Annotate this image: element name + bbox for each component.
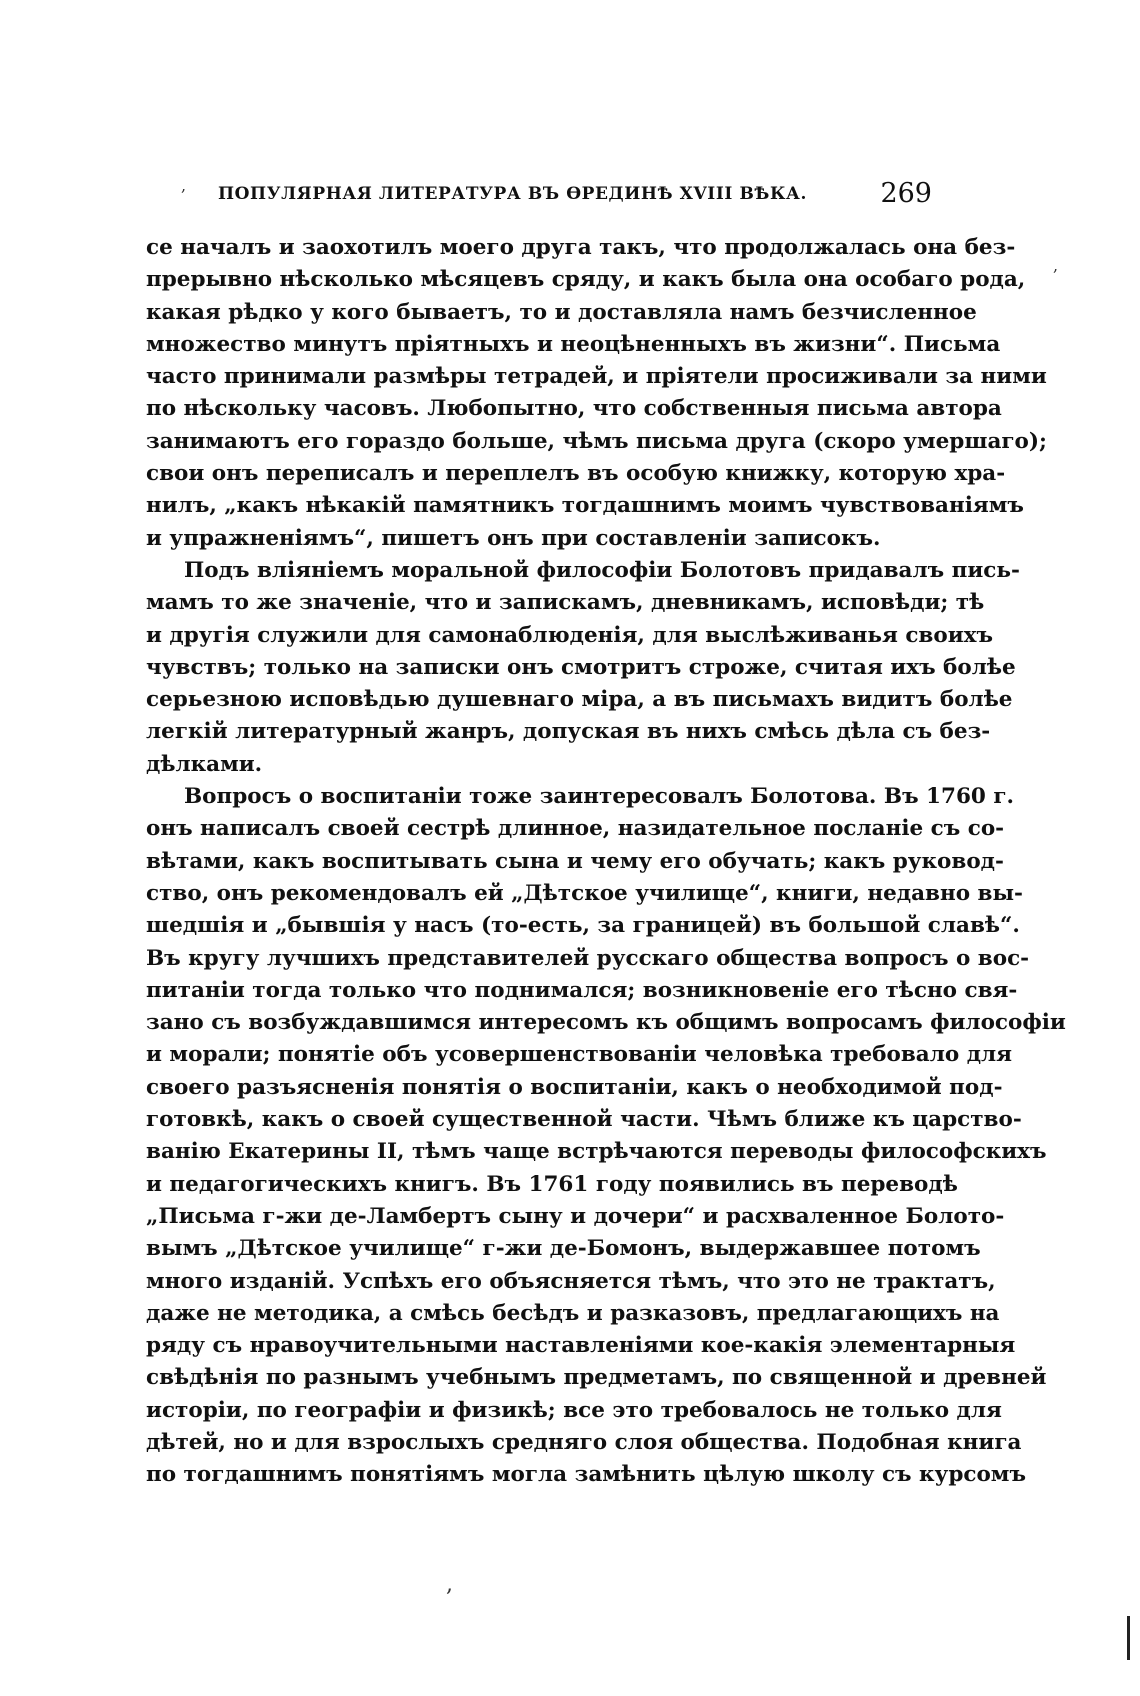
text-line: дѣтей, но и для взрослыхъ средняго слоя общества. Подобная книга [146, 1429, 1022, 1455]
text-line: Вопросъ о воспитаніи тоже заинтересовалъ Болотова. Въ 1760 г. [184, 784, 1015, 810]
text-line: и другія служили для самонаблюденія, для выслѣживанья своихъ [146, 622, 993, 648]
text-line: прерывно нѣсколько мѣсяцевъ сряду, и какъ была она особаго рода, [146, 267, 1026, 293]
text-line: зано съ возбуждавшимся интересомъ къ общимъ вопросамъ философіи [146, 1010, 1066, 1036]
text-line: Подъ вліяніемъ моральной философіи Болотовъ придавалъ пись- [184, 557, 1020, 583]
text-line: часто принимали размѣры тетрадей, и пріятели просиживали за ними [146, 364, 1047, 390]
text-line: даже не методика, а смѣсь бесѣдъ и разказовъ, предлагающихъ на [146, 1300, 1000, 1326]
text-line: чувствъ; только на записки онъ смотритъ строже, считая ихъ болѣе [146, 654, 1016, 680]
text-line: свѣдѣнія по разнымъ учебнымъ предметамъ, по священной и древней [146, 1365, 1047, 1391]
print-speck: , [181, 176, 187, 195]
text-line: и упражненіямъ“, пишетъ онъ при составленіи записокъ. [146, 525, 881, 551]
text-line: множество минутъ пріятныхъ и неоцѣненныхъ въ жизни“. Письма [146, 331, 1001, 357]
text-line: вымъ „Дѣтское училище“ г-жи де-Бомонъ, выдержавшее потомъ [146, 1236, 981, 1262]
paragraph-1 [146, 232, 1047, 555]
text-line: по тогдашнимъ понятіямъ могла замѣнить цѣлую школу съ курсомъ [146, 1462, 1026, 1488]
text-line: се началъ и заохотилъ моего друга такъ, что продолжалась она без- [146, 235, 1016, 260]
page-edge-mark [1127, 1616, 1130, 1660]
print-speck: , [1053, 256, 1059, 275]
text-line: готовкѣ, какъ о своей существенной части. Чѣмъ ближе къ царство- [146, 1107, 1022, 1133]
text-line: своего разъясненія понятія о воспитаніи, какъ о необходимой под- [146, 1074, 1003, 1100]
text-line: ство, онъ рекомендовалъ ей „Дѣтское училище“, книги, недавно вы- [146, 880, 1023, 906]
print-speck: , [446, 1572, 453, 1597]
text-line: онъ написалъ своей сестрѣ длинное, назидательное посланіе съ со- [146, 816, 1005, 842]
page-header [218, 180, 940, 216]
text-line: занимаютъ его гораздо больше, чѣмъ письма друга (скоро умершаго); [146, 428, 1047, 454]
text-line: и морали; понятіе объ усовершенствованіи человѣка требовало для [146, 1042, 1013, 1068]
text-line: вѣтами, какъ воспитывать сына и чему его обучать; какъ руковод- [146, 848, 1004, 874]
text-line: мамъ то же значеніе, что и запискамъ, дневникамъ, исповѣди; тѣ [146, 590, 985, 616]
text-line: „Письма г-жи де-Ламбертъ сыну и дочери“ и расхваленное Болото- [146, 1203, 1005, 1229]
text-line: шедшія и „бывшія у насъ (то-есть, за границей) въ большой славѣ“. [146, 913, 1020, 939]
text-line: свои онъ переписалъ и переплелъ въ особую книжку, которую хра- [146, 461, 1006, 487]
text-line: серьезною исповѣдью душевнаго міра, а въ письмахъ видитъ болѣе [146, 687, 1013, 713]
paragraph-3 [146, 781, 1066, 1492]
text-line: питаніи тогда только что поднимался; возникновеніе его тѣсно свя- [146, 977, 1018, 1003]
text-line: и педагогическихъ книгъ. Въ 1761 году появились въ переводѣ [146, 1171, 958, 1197]
text-line: ванію Екатерины II, тѣмъ чаще встрѣчаются переводы философскихъ [146, 1139, 1047, 1165]
text-line: много изданій. Успѣхъ его объясняется тѣмъ, что это не трактатъ, [146, 1268, 996, 1294]
body-text [146, 232, 1066, 1492]
paragraph-2 [146, 555, 1020, 781]
page-number: 269 [880, 178, 932, 209]
text-line: легкій литературный жанръ, допуская въ нихъ смѣсь дѣла съ без- [146, 719, 991, 745]
text-line: Въ кругу лучшихъ представителей русскаго общества вопросъ о вос- [146, 945, 1030, 971]
text-line: нилъ, „какъ нѣкакій памятникъ тогдашнимъ моимъ чувствованіямъ [146, 493, 1024, 519]
text-line: по нѣскольку часовъ. Любопытно, что собственныя письма автора [146, 396, 1002, 422]
text-line: какая рѣдко у кого бываетъ, то и доставляла намъ безчисленное [146, 299, 977, 325]
text-line: исторіи, по географіи и физикѣ; все это требовалось не только для [146, 1397, 1002, 1423]
text-line: ряду съ нравоучительными наставленіями кое-какія элементарныя [146, 1333, 1016, 1359]
running-title: ПОПУЛЯРНАЯ ЛИТЕРАТУРА ВЪ ѲРЕДИНѢ XVIII ВѢКА. [218, 184, 808, 204]
text-line: дѣлками. [146, 751, 263, 777]
